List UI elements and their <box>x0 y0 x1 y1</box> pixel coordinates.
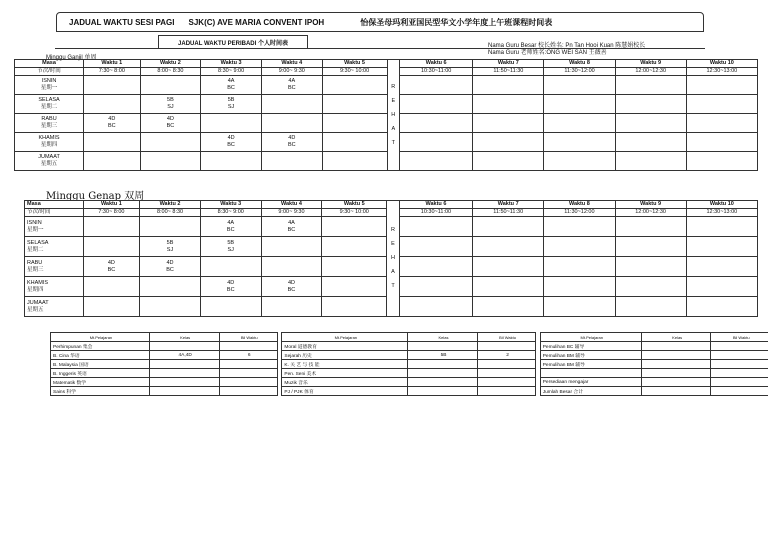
lesson-cell <box>261 257 322 277</box>
lesson-cell <box>200 217 261 237</box>
subject-name: Pemulihan BM 辅导 <box>540 351 641 360</box>
lesson-cell <box>322 297 387 317</box>
week2-label: Minggu Genap 双周 <box>46 191 145 202</box>
day-name-cn: 星期四 <box>40 142 58 148</box>
lesson-cell <box>399 257 472 277</box>
lesson-cell <box>400 152 473 171</box>
subject-name: Jumlah Besar 合计 <box>540 387 641 396</box>
day-cell <box>15 133 84 152</box>
subject-name: PJ / PJK 体育 <box>282 387 408 396</box>
lesson-cell <box>615 277 686 297</box>
day-name: KHAMIS <box>27 279 49 286</box>
class-code: BC <box>226 286 235 293</box>
class-code: 4D <box>227 279 235 286</box>
time-slot: 10:30~11:00 <box>399 209 472 217</box>
day-name-cn: 星期一 <box>40 85 58 91</box>
lesson-cell <box>84 76 141 95</box>
rehat-letter: T <box>391 283 395 289</box>
masa-header: Masa <box>25 201 84 209</box>
waktu-header: Waktu 2 <box>140 201 201 209</box>
lesson-cell <box>322 95 387 114</box>
school-name: SJK(C) AVE MARIA CONVENT IPOH <box>188 17 325 27</box>
waktu-header: Waktu 8 <box>544 60 615 68</box>
subject-header: Bil Waktu <box>477 333 535 342</box>
lesson-cell <box>83 217 140 237</box>
subject-name: Pen. Seni 美术 <box>282 369 408 378</box>
subject-name: Matematik 数学 <box>51 378 150 387</box>
subject-class <box>408 342 478 351</box>
class-code: BC <box>287 226 296 233</box>
lesson-cell <box>261 217 322 237</box>
class-code: 5B <box>227 239 235 246</box>
class-code: 4D <box>227 135 235 141</box>
lesson-cell <box>615 217 686 237</box>
class-code: 4D <box>166 116 174 122</box>
subject-periods <box>477 378 535 387</box>
lesson-cell <box>400 114 473 133</box>
time-slot: 10:30~11:00 <box>400 68 473 76</box>
time-slot: 9:30~ 10:00 <box>322 209 387 217</box>
waktu-header: Waktu 5 <box>322 60 387 68</box>
subject-class: 5B <box>408 351 478 360</box>
class-code: BC <box>287 85 296 91</box>
class-code: BC <box>166 123 175 129</box>
lesson-cell <box>140 237 201 257</box>
day-name: SELASA <box>38 97 60 103</box>
class-code: BC <box>226 226 235 233</box>
lesson-cell <box>201 133 262 152</box>
lesson-cell <box>140 76 201 95</box>
subject-class <box>641 360 711 369</box>
time-slot: 12:00~12:30 <box>615 68 686 76</box>
lesson-cell <box>615 76 686 95</box>
teacher-name: Nama Guru 老师姓名:ONG WEI SAN 王薇善 <box>488 50 607 56</box>
subject-class <box>408 387 478 396</box>
lesson-cell <box>322 114 387 133</box>
lesson-cell <box>399 217 472 237</box>
waktu-header: Waktu 1 <box>83 201 140 209</box>
day-cell <box>25 277 84 297</box>
class-code: 4D <box>288 135 296 141</box>
time-slot: 12:00~12:30 <box>615 209 686 217</box>
subject-header: Kelas <box>149 333 219 342</box>
subject-header: Kelas <box>641 333 711 342</box>
lesson-cell <box>473 152 544 171</box>
subject-header: Bil Waktu <box>219 333 277 342</box>
rehat-letter: T <box>391 139 395 146</box>
subject-class <box>641 387 711 396</box>
subject-class: 4A,4D <box>149 351 219 360</box>
subject-periods <box>477 369 535 378</box>
subject-periods <box>711 342 768 351</box>
subject-name <box>540 369 641 378</box>
title-text: JADUAL WAKTU SESI PAGI <box>69 17 175 27</box>
subject-periods <box>711 387 768 396</box>
class-code: BC <box>287 286 296 293</box>
lesson-cell <box>261 297 322 317</box>
day-name-cn: 星期五 <box>40 161 58 167</box>
day-name-cn: 星期二 <box>40 104 58 110</box>
lesson-cell <box>686 237 757 257</box>
lesson-cell <box>140 257 201 277</box>
subject-class <box>149 387 219 396</box>
time-slot: 8:00~ 8:30 <box>140 68 201 76</box>
rehat-letter: A <box>391 269 395 275</box>
class-code: 4D <box>166 259 174 266</box>
lesson-cell <box>686 152 757 171</box>
day-cell <box>15 152 84 171</box>
time-slot: 9:00~ 9:30 <box>261 209 322 217</box>
subject-summary-table <box>50 332 768 396</box>
subject-class <box>408 378 478 387</box>
day-name-cn: 星期三 <box>40 123 58 129</box>
lesson-cell <box>399 237 472 257</box>
class-code: 5B <box>166 239 174 246</box>
rehat-letter: H <box>391 255 395 261</box>
timetable-odd-week <box>14 59 758 171</box>
waktu-header: Waktu 6 <box>400 60 473 68</box>
lesson-cell <box>686 257 757 277</box>
waktu-header: Waktu 4 <box>261 60 322 68</box>
waktu-header: Waktu 3 <box>201 60 262 68</box>
time-slot: 9:30~ 10:00 <box>322 68 387 76</box>
subject-header: Mt.Pelajaran <box>51 333 150 342</box>
lesson-cell <box>84 133 141 152</box>
waktu-header: Waktu 5 <box>322 201 387 209</box>
day-name: RABU <box>27 259 43 266</box>
subject-class <box>408 369 478 378</box>
lesson-cell <box>200 297 261 317</box>
lesson-cell <box>261 95 322 114</box>
subject-header: Bil Waktu <box>711 333 768 342</box>
header-title-box <box>56 12 704 32</box>
lesson-cell <box>261 114 322 133</box>
class-code: 4A <box>227 219 235 226</box>
class-code: 4D <box>108 116 116 122</box>
waktu-header: Waktu 8 <box>544 201 615 209</box>
lesson-cell <box>615 114 686 133</box>
waktu-header: Waktu 2 <box>140 60 201 68</box>
subject-name: Perhimpunan 集会 <box>51 342 150 351</box>
time-slot: 11:30~12:00 <box>544 209 615 217</box>
lesson-cell <box>400 76 473 95</box>
subject-name: B. Malaysia 国语 <box>51 360 150 369</box>
lesson-cell <box>200 257 261 277</box>
class-code: BC <box>287 142 296 148</box>
class-code: SJ <box>166 246 174 253</box>
lesson-cell <box>544 297 615 317</box>
subject-class <box>149 369 219 378</box>
lesson-cell <box>473 95 544 114</box>
lesson-cell <box>473 133 544 152</box>
subject-periods <box>219 360 277 369</box>
title-cn: 怡保圣母玛利亚国民型华文小学年度上午班课程时间表 <box>360 17 553 27</box>
lesson-cell <box>473 237 544 257</box>
lesson-cell <box>322 76 387 95</box>
lesson-cell <box>140 114 201 133</box>
lesson-cell <box>400 95 473 114</box>
subject-name: Pemulihan BC 辅导 <box>540 342 641 351</box>
day-name-cn: 星期三 <box>27 266 44 273</box>
lesson-cell <box>473 277 544 297</box>
time-slot: 12:30~13:00 <box>686 209 757 217</box>
day-cell <box>25 237 84 257</box>
subject-periods <box>477 342 535 351</box>
timetable-even-week <box>24 200 758 317</box>
time-slot: 11:50~11:30 <box>473 209 544 217</box>
waktu-header: Waktu 7 <box>473 201 544 209</box>
class-code: SJ <box>227 104 235 110</box>
lesson-cell <box>140 217 201 237</box>
class-code: 4D <box>107 259 115 266</box>
day-name-cn: 星期一 <box>27 226 44 233</box>
day-name-cn: 星期二 <box>27 246 44 253</box>
subject-periods <box>219 342 277 351</box>
rehat-column <box>387 60 400 171</box>
day-name: JUMAAT <box>38 154 60 160</box>
lesson-cell <box>261 277 322 297</box>
day-name: KHAMIS <box>38 135 60 141</box>
class-code: 4D <box>287 279 295 286</box>
class-code: BC <box>227 85 235 91</box>
rehat-letter: R <box>391 83 396 90</box>
lesson-cell <box>322 237 387 257</box>
lesson-cell <box>686 133 757 152</box>
time-slot: 8:30~ 9:00 <box>200 209 261 217</box>
teacher-info <box>488 43 645 57</box>
rehat-letter: A <box>391 125 396 132</box>
subject-class <box>408 360 478 369</box>
day-cell <box>25 257 84 277</box>
lesson-cell <box>201 95 262 114</box>
lesson-cell <box>615 95 686 114</box>
lesson-cell <box>544 95 615 114</box>
lesson-cell <box>261 152 322 171</box>
lesson-cell <box>686 297 757 317</box>
lesson-cell <box>473 76 544 95</box>
subject-periods <box>477 387 535 396</box>
lesson-cell <box>473 297 544 317</box>
subject-name: Sains 科学 <box>51 387 150 396</box>
lesson-cell <box>615 297 686 317</box>
subject-name: B. Inggeris 英语 <box>51 369 150 378</box>
day-cell <box>15 95 84 114</box>
time-slot: 9:00~ 9:30 <box>261 68 322 76</box>
subject-periods <box>219 378 277 387</box>
time-slot: 12:30~13:00 <box>686 68 757 76</box>
subject-periods: 6 <box>219 351 277 360</box>
day-cell <box>15 114 84 133</box>
waktu-header: Waktu 10 <box>686 201 757 209</box>
waktu-header: Waktu 1 <box>84 60 141 68</box>
waktu-header: Waktu 6 <box>399 201 472 209</box>
subject-class <box>149 342 219 351</box>
lesson-cell <box>261 76 322 95</box>
class-code: BC <box>107 266 116 273</box>
class-code: SJ <box>227 246 234 253</box>
lesson-cell <box>544 237 615 257</box>
waktu-header: Waktu 9 <box>615 201 686 209</box>
subject-name: Persediaan mengajar <box>540 378 641 387</box>
lesson-cell <box>399 297 472 317</box>
time-slot: 7:30~ 8:00 <box>84 68 141 76</box>
lesson-cell <box>322 133 387 152</box>
subject-periods <box>219 369 277 378</box>
subject-class <box>641 378 711 387</box>
week1-label: Minggu Ganjil 单周 <box>46 55 97 61</box>
class-code: BC <box>227 142 235 148</box>
day-cell <box>25 297 84 317</box>
day-cell <box>25 217 84 237</box>
lesson-cell <box>261 133 322 152</box>
lesson-cell <box>140 133 201 152</box>
subject-name: Pemulihan BM 辅导 <box>540 360 641 369</box>
time-slot: 8:30~ 9:00 <box>201 68 262 76</box>
subject-name: K. 关 艺 与 技 能 <box>282 360 408 369</box>
subject-header: Mt.Pelajaran <box>540 333 641 342</box>
subject-class <box>149 360 219 369</box>
lesson-cell <box>473 217 544 237</box>
subject-name: Sejarah 历史 <box>282 351 408 360</box>
lesson-cell <box>200 277 261 297</box>
subject-periods <box>711 378 768 387</box>
class-code: 4A <box>288 78 296 84</box>
subject-periods: 2 <box>477 351 535 360</box>
subject-periods <box>477 360 535 369</box>
masa-header: Masa <box>15 60 84 68</box>
rehat-letter: E <box>391 97 396 104</box>
rehat-letter: H <box>391 111 396 118</box>
subject-periods <box>711 360 768 369</box>
lesson-cell <box>140 152 201 171</box>
subject-class <box>641 342 711 351</box>
lesson-cell <box>322 152 387 171</box>
lesson-cell <box>140 277 201 297</box>
lesson-cell <box>83 237 140 257</box>
subject-class <box>149 378 219 387</box>
lesson-cell <box>686 76 757 95</box>
class-code: SJ <box>167 104 174 110</box>
class-code: BC <box>107 123 116 129</box>
day-name: ISNIN <box>27 219 42 226</box>
headmaster-name: Nama Guru Besar 校长姓名: Pn Tan Hooi Kuan 陈慧娟校长 <box>488 43 646 49</box>
lesson-cell <box>84 95 141 114</box>
subject-class <box>641 351 711 360</box>
lesson-cell <box>544 257 615 277</box>
lesson-cell <box>399 277 472 297</box>
lesson-cell <box>322 217 387 237</box>
time-slot: 11:50~11:30 <box>473 68 544 76</box>
lesson-cell <box>83 277 140 297</box>
lesson-cell <box>686 114 757 133</box>
waktu-header: Waktu 4 <box>261 201 322 209</box>
lesson-cell <box>615 237 686 257</box>
lesson-cell <box>686 95 757 114</box>
lesson-cell <box>84 152 141 171</box>
lesson-cell <box>686 217 757 237</box>
subject-periods <box>219 387 277 396</box>
lesson-cell <box>615 257 686 277</box>
waktu-header: Waktu 10 <box>686 60 757 68</box>
lesson-cell <box>544 114 615 133</box>
day-name-cn: 星期五 <box>27 306 44 313</box>
subject-name: Moral 道德教育 <box>282 342 408 351</box>
class-code: 5B <box>167 97 174 103</box>
subject-header: Mt.Pelajaran <box>282 333 408 342</box>
subject-header: Kelas <box>408 333 478 342</box>
lesson-cell <box>83 297 140 317</box>
day-name: JUMAAT <box>27 299 49 306</box>
rehat-column <box>387 201 400 317</box>
day-name: SELASA <box>27 239 49 246</box>
lesson-cell <box>201 76 262 95</box>
class-code: 4A <box>227 78 235 84</box>
lesson-cell <box>544 76 615 95</box>
lesson-cell <box>201 114 262 133</box>
masa-cn-header: 节次/时间 <box>15 68 84 76</box>
lesson-cell <box>140 297 201 317</box>
lesson-cell <box>544 152 615 171</box>
lesson-cell <box>83 257 140 277</box>
time-slot: 8:00~ 8:30 <box>140 209 201 217</box>
subject-name: Muzik 音乐 <box>282 378 408 387</box>
class-code: 5B <box>227 97 235 103</box>
lesson-cell <box>201 152 262 171</box>
time-slot: 11:30~12:00 <box>544 68 615 76</box>
lesson-cell <box>261 237 322 257</box>
waktu-header: Waktu 7 <box>473 60 544 68</box>
day-name: RABU <box>41 116 57 122</box>
lesson-cell <box>400 133 473 152</box>
class-code: BC <box>166 266 174 273</box>
lesson-cell <box>544 217 615 237</box>
subject-periods <box>711 351 768 360</box>
subject-class <box>641 369 711 378</box>
subject-periods <box>711 369 768 378</box>
class-code: 4A <box>288 219 295 226</box>
lesson-cell <box>544 277 615 297</box>
day-name: ISNIN <box>41 78 57 84</box>
time-slot: 7:30~ 8:00 <box>83 209 140 217</box>
subtitle-text: JADUAL WAKTU PERIBADI 个人时间表 <box>178 40 288 47</box>
lesson-cell <box>322 257 387 277</box>
lesson-cell <box>140 95 201 114</box>
rehat-letter: E <box>391 241 395 247</box>
lesson-cell <box>322 277 387 297</box>
lesson-cell <box>615 133 686 152</box>
waktu-header: Waktu 3 <box>200 201 261 209</box>
lesson-cell <box>473 114 544 133</box>
rehat-letter: R <box>391 227 395 233</box>
day-cell <box>15 76 84 95</box>
lesson-cell <box>84 114 141 133</box>
lesson-cell <box>200 237 261 257</box>
lesson-cell <box>473 257 544 277</box>
subject-name: B. Cina 华语 <box>51 351 150 360</box>
day-name-cn: 星期四 <box>27 286 44 293</box>
subtitle-box <box>158 35 308 49</box>
masa-cn-header: 节次/时间 <box>25 209 84 217</box>
lesson-cell <box>686 277 757 297</box>
lesson-cell <box>544 133 615 152</box>
lesson-cell <box>615 152 686 171</box>
waktu-header: Waktu 9 <box>615 60 686 68</box>
